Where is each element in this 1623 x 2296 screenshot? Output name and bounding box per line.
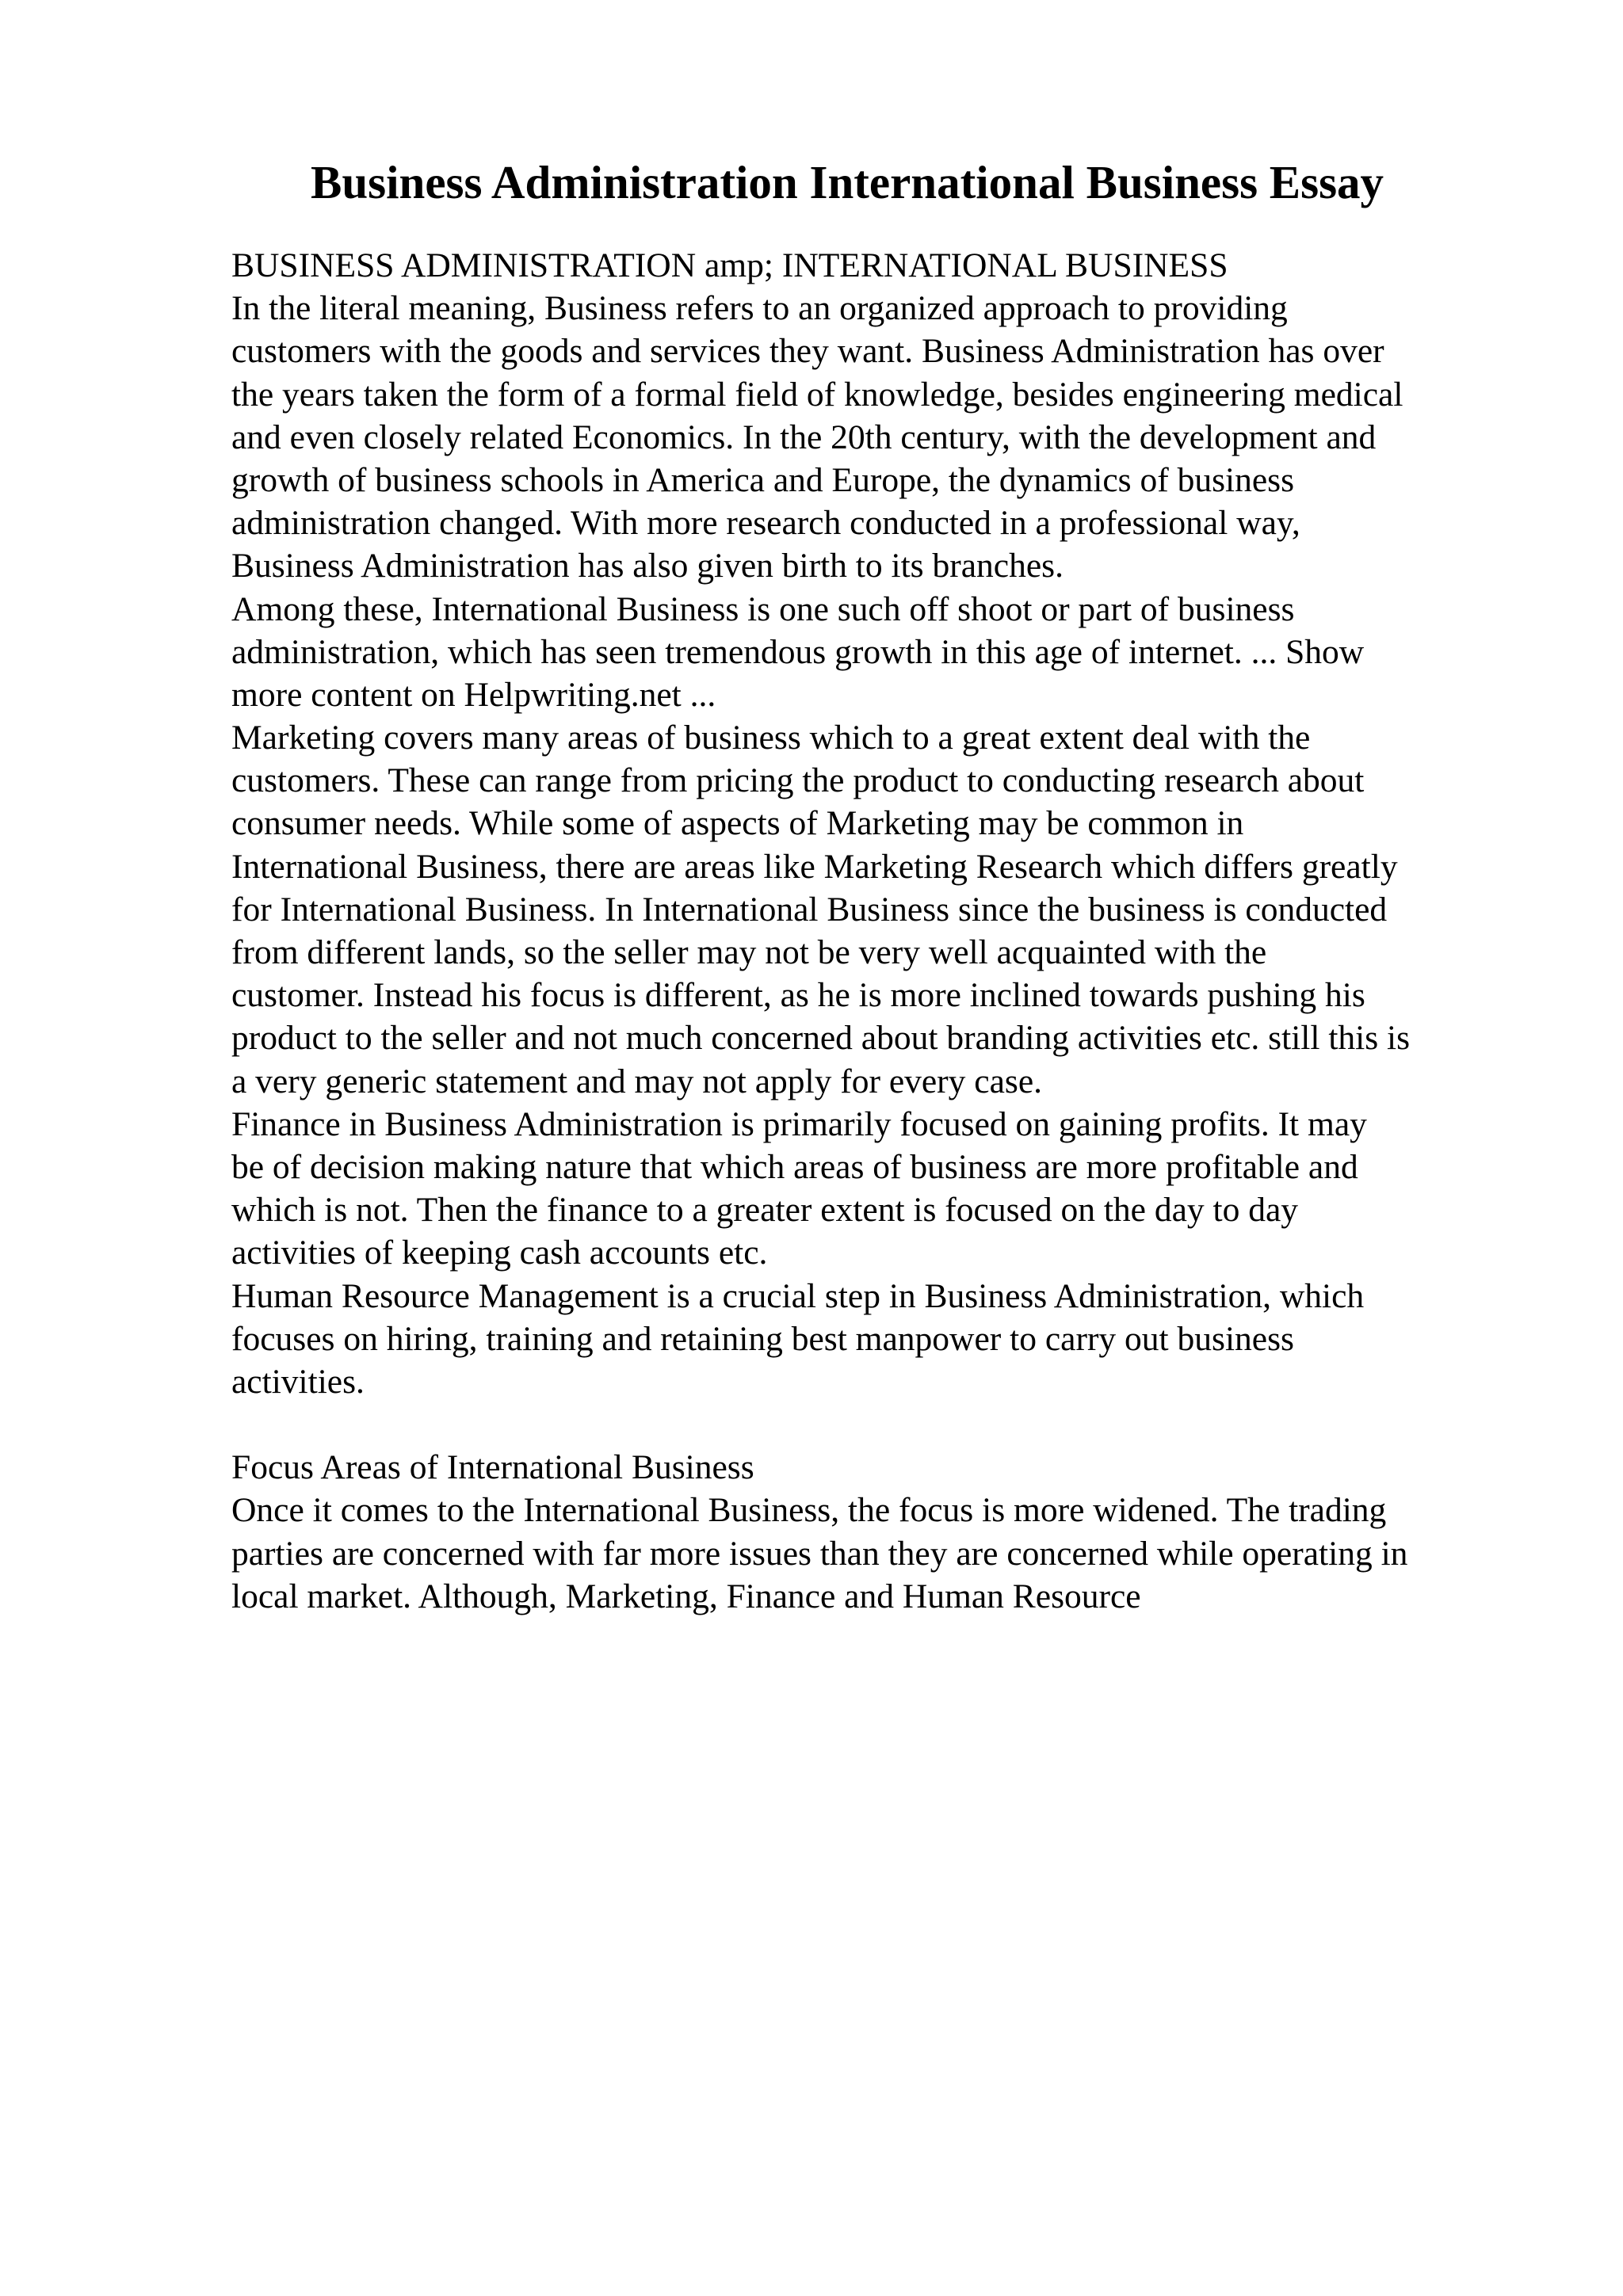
text-line: International Business, there are areas like Marketing Research which differs greatly xyxy=(231,847,1398,886)
section-heading: Focus Areas of International Business xyxy=(231,1448,754,1487)
text-line: local market. Although, Marketing, Finance and Human Resource xyxy=(231,1577,1141,1615)
text-line: In the literal meaning, Business refers to an organized approach to providing xyxy=(231,289,1288,328)
text-line: BUSINESS ADMINISTRATION amp; INTERNATIONAL BUSINESS xyxy=(231,246,1228,284)
text-line: which is not. Then the finance to a greater extent is focused on the day to day xyxy=(231,1191,1299,1230)
text-line: administration changed. With more research conducted in a professional way, xyxy=(231,504,1300,543)
text-line: consumer needs. While some of aspects of Marketing may be common in xyxy=(231,804,1244,843)
document-title: Business Administration International Business Essay xyxy=(311,156,1384,208)
text-line: product to the seller and not much concerned about branding activities etc. still this is xyxy=(231,1019,1411,1058)
text-line: and even closely related Economics. In the 20th century, with the development and xyxy=(231,418,1377,456)
text-line: activities of keeping cash accounts etc. xyxy=(231,1234,768,1272)
text-line: growth of business schools in America and Europe, the dynamics of business xyxy=(231,460,1295,499)
text-line: customer. Instead his focus is different, as he is more inclined towards pushing his xyxy=(231,976,1365,1015)
text-line: for International Business. In International Business since the business is conducted xyxy=(231,890,1388,929)
text-line: a very generic statement and may not apply for every case. xyxy=(231,1062,1043,1100)
text-line: Business Administration has also given birth to its branches. xyxy=(231,547,1064,585)
text-line: customers with the goods and services they want. Business Administration has over xyxy=(231,332,1384,371)
blank-line xyxy=(231,1403,1531,1446)
text-line: Finance in Business Administration is primarily focused on gaining profits. It may xyxy=(231,1104,1367,1143)
text-line: Once it comes to the International Business, the focus is more widened. The trading xyxy=(231,1491,1387,1530)
text-line: activities. xyxy=(231,1362,365,1401)
text-line: from different lands, so the seller may not be very well acquainted with the xyxy=(231,933,1267,971)
text-line: Among these, International Business is one such off shoot or part of business xyxy=(231,589,1295,628)
text-line: Marketing covers many areas of business which to a great extent deal with the xyxy=(231,719,1311,757)
text-line: customers. These can range from pricing the product to conducting research about xyxy=(231,761,1365,800)
text-line: more content on Helpwriting.net ... xyxy=(231,675,716,714)
text-line: parties are concerned with far more issues than they are concerned while operating in xyxy=(231,1534,1408,1573)
text-line: administration, which has seen tremendous growth in this age of internet. ... Show xyxy=(231,632,1365,671)
document-body xyxy=(231,244,1531,1618)
text-line: be of decision making nature that which areas of business are more profitable and xyxy=(231,1147,1358,1186)
text-line: focuses on hiring, training and retaining best manpower to carry out business xyxy=(231,1319,1294,1358)
text-line: the years taken the form of a formal field of knowledge, besides engineering medical xyxy=(231,375,1403,414)
text-line: Human Resource Management is a crucial step in Business Administration, which xyxy=(231,1276,1365,1315)
